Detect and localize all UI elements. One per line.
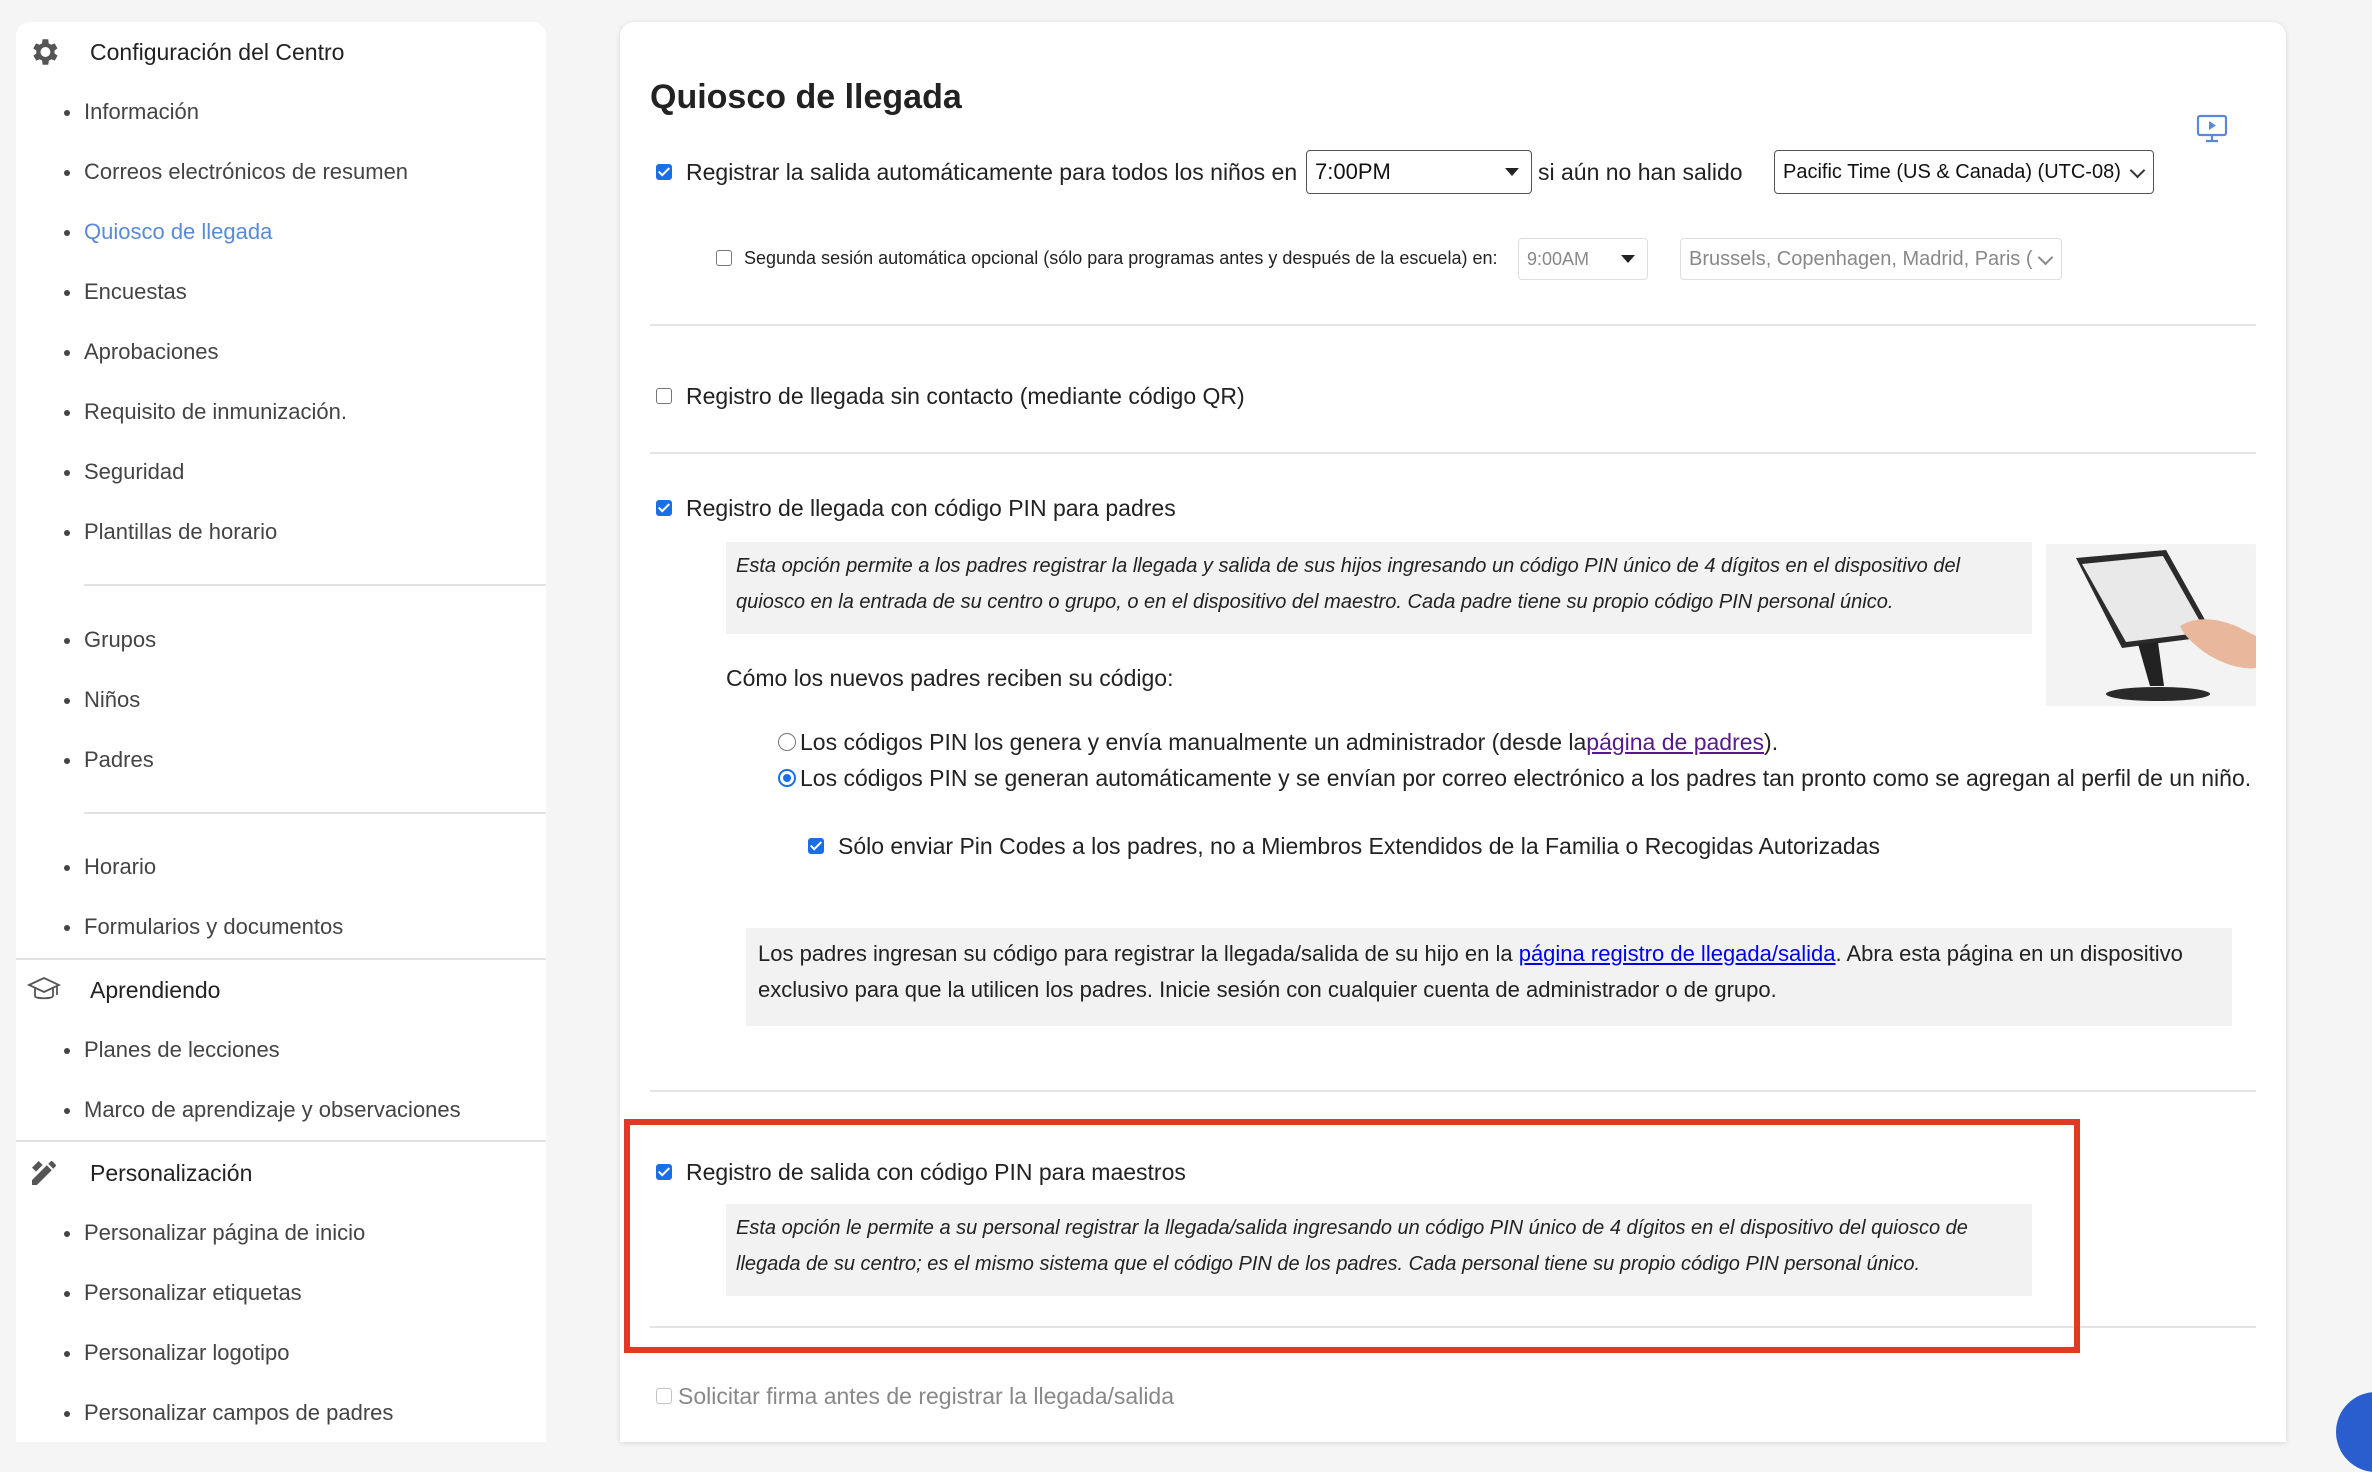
sidebar-item-informacion[interactable]: Información [84,96,199,128]
teacher-pin-desc-line1: Esta opción le permite a su personal registrar la llegada/salida ingresando un código PIN único de 4 dígitos en el dispositivo del quiosco de [736,1217,1968,1239]
qr-checkin-row [656,376,1245,416]
only-parents-row [808,826,1880,866]
auto-checkout-checkbox[interactable] [656,164,672,180]
section-divider [650,1090,2256,1092]
sidebar-item-seguridad[interactable]: Seguridad [84,456,184,488]
checkin-page-info [746,928,2232,1026]
signature-label: Solicitar firma antes de registrar la llegada/salida [678,1382,1175,1409]
second-session-timezone-value: Brussels, Copenhagen, Madrid, Paris ( [1689,247,2033,270]
second-session-label: Segunda sesión automática opcional (sólo para programas antes y después de la escuela) en: [744,247,1498,268]
sidebar-item-formularios[interactable]: Formularios y documentos [84,911,343,943]
gear-icon [26,34,62,70]
second-session-checkbox[interactable] [716,250,732,266]
chevron-down-icon [2038,250,2054,266]
second-session-time-select[interactable] [1518,238,1648,280]
signature-row [656,1376,1174,1416]
main-panel [620,22,2286,1442]
sidebar-divider [84,584,546,586]
sidebar-item-planes[interactable]: Planes de lecciones [84,1034,280,1066]
sidebar-item-marco[interactable]: Marco de aprendizaje y observaciones [84,1094,461,1126]
pin-option-manual-label-after: ). [1764,728,1779,755]
parent-pin-desc-line1: Esta opción permite a los padres registrar la llegada y salida de sus hijos ingresando un código PIN único de 4 dígitos en el dispositivo del [736,555,1961,577]
pencil-ruler-icon [26,1155,62,1191]
signature-checkbox[interactable] [656,1388,672,1404]
parent-pin-checkbox[interactable] [656,500,672,516]
teacher-pin-row [656,1152,1186,1192]
auto-checkout-time-value: 7:00PM [1315,159,1391,184]
sidebar-section-custom-label: Personalización [90,1159,253,1186]
chevron-down-icon [2130,163,2146,179]
how-parents-receive-label: Cómo los nuevos padres reciben su código: [726,664,1174,691]
auto-checkout-label: Registrar la salida automáticamente para todos los niños en [686,158,1298,185]
parent-pin-label: Registro de llegada con código PIN para padres [686,494,1176,521]
pin-option-auto-label: Los códigos PIN se generan automáticamente y se envían por correo electrónico a los padres tan pronto como se agregan al perfil de un niño. [800,764,2252,791]
caret-down-icon [1621,255,1635,263]
auto-checkout-timezone-select[interactable] [1774,150,2154,194]
sidebar-item-aprobaciones[interactable]: Aprobaciones [84,336,219,368]
sidebar-divider [16,1140,546,1142]
section-divider [650,1326,2256,1328]
sidebar-item-plantillas[interactable]: Plantillas de horario [84,516,277,548]
chat-launcher-button[interactable] [2336,1392,2372,1472]
sidebar-item-padres[interactable]: Padres [84,744,154,776]
sidebar-item-campos-padres[interactable]: Personalizar campos de padres [84,1397,393,1429]
pin-option-auto [778,760,2251,796]
sidebar-section-config-label: Configuración del Centro [90,38,345,65]
monitor-icon[interactable] [2196,114,2228,144]
sidebar-divider [16,958,546,960]
checkin-page-info-line2: exclusivo para que la utilicen los padres. Inicie sesión con cualquier cuenta de administrador o de grupo. [758,977,1777,1002]
only-parents-checkbox[interactable] [808,838,824,854]
auto-checkout-timezone-value: Pacific Time (US & Canada) (UTC-08) [1783,160,2121,183]
sidebar-item-quiosco[interactable]: Quiosco de llegada [84,216,272,248]
sidebar-item-encuestas[interactable]: Encuestas [84,276,187,308]
sidebar-section-learning[interactable] [36,970,220,1010]
qr-checkin-label: Registro de llegada sin contacto (mediante código QR) [686,382,1245,409]
section-divider [650,452,2256,454]
teacher-pin-label: Registro de salida con código PIN para maestros [686,1158,1186,1185]
parent-pin-row [656,488,1176,528]
kiosk-illustration [2046,544,2256,706]
checkin-page-link[interactable]: página registro de llegada/salida [1518,941,1836,966]
checkin-info-text: Los padres ingresan su código para registrar la llegada/salida de su hijo en la [758,941,1519,966]
second-session-timezone-select[interactable] [1680,238,2062,280]
sidebar-item-etiquetas[interactable]: Personalizar etiquetas [84,1277,302,1309]
pin-option-auto-radio[interactable] [778,769,796,787]
section-divider [650,324,2256,326]
auto-checkout-suffix: si aún no han salido [1538,158,1743,185]
sidebar-item-horario[interactable]: Horario [84,851,156,883]
teacher-pin-desc-line2: llegada de su centro; es el mismo sistema que el código PIN de los padres. Cada personal tiene su propio código PIN personal único. [736,1253,1921,1275]
sidebar-divider [84,812,546,814]
checkin-page-info-line1 [758,936,2220,972]
sidebar-section-custom[interactable] [36,1153,252,1193]
pin-option-manual [778,724,1778,760]
sidebar [16,22,546,1442]
sidebar-section-config[interactable] [36,32,344,72]
sidebar-item-grupos[interactable]: Grupos [84,624,156,656]
auto-checkout-row [656,150,1297,194]
sidebar-section-learning-label: Aprendiendo [90,976,221,1003]
pin-option-manual-label-before: Los códigos PIN los genera y envía manualmente un administrador (desde la [800,728,1587,755]
second-session-row [716,238,1497,278]
sidebar-item-logotipo[interactable]: Personalizar logotipo [84,1337,289,1369]
caret-down-icon [1505,168,1519,176]
sidebar-item-pagina-inicio[interactable]: Personalizar página de inicio [84,1217,365,1249]
only-parents-label: Sólo enviar Pin Codes a los padres, no a Miembros Extendidos de la Familia o Recogidas Autorizadas [838,832,1880,859]
parents-page-link[interactable]: página de padres [1586,728,1765,755]
checkin-info-text-after: . Abra esta página en un dispositivo [1835,941,2183,966]
auto-checkout-time-select[interactable] [1306,150,1532,194]
page-title: Quiosco de llegada [650,78,962,116]
qr-checkin-checkbox[interactable] [656,388,672,404]
sidebar-item-ninos[interactable]: Niños [84,684,140,716]
graduation-cap-icon [26,972,62,1008]
teacher-pin-checkbox[interactable] [656,1164,672,1180]
pin-option-manual-radio[interactable] [778,733,796,751]
parent-pin-description [726,542,2032,634]
parent-pin-desc-line2: quiosco en la entrada de su centro o grupo, o en el dispositivo del maestro. Cada padre tiene su propio código PIN personal único. [736,591,1894,613]
sidebar-item-correos[interactable]: Correos electrónicos de resumen [84,156,408,188]
sidebar-item-inmunizacion[interactable]: Requisito de inmunización. [84,396,347,428]
teacher-pin-description [726,1204,2032,1296]
second-session-time-value: 9:00AM [1527,248,1590,269]
